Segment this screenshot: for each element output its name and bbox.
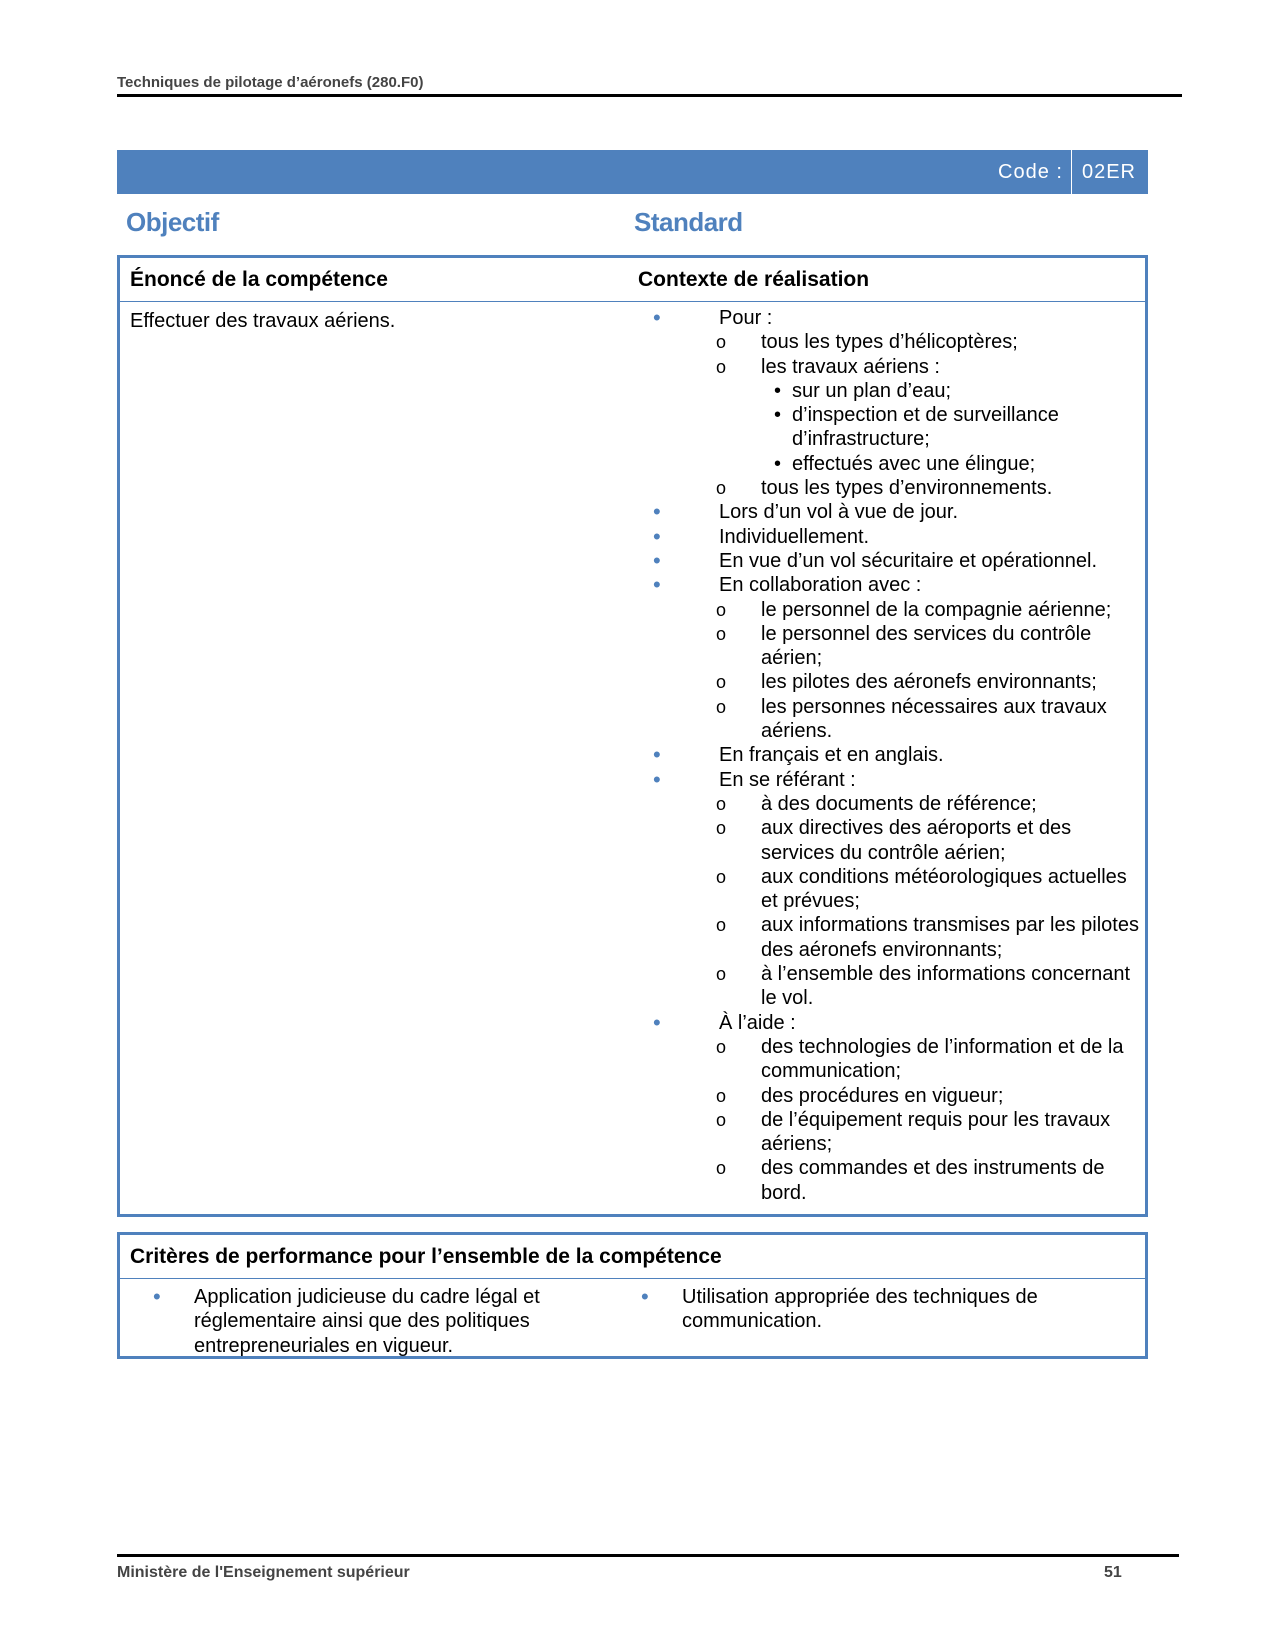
bullet-icon: •	[774, 404, 782, 427]
contexte-item-text: Individuellement.	[719, 525, 870, 548]
code-label: Code :	[998, 160, 1063, 183]
criteria-item-text: Utilisation appropriée des techniques de communication.	[682, 1286, 1038, 1333]
contexte-item	[650, 403, 1140, 452]
footer-ministry: Ministère de l'Enseignement supérieur	[117, 1564, 410, 1581]
contexte-item	[650, 452, 1140, 476]
contexte-item	[650, 743, 1140, 767]
contexte-item	[650, 768, 1140, 792]
competence-table	[117, 255, 1148, 1217]
bullet-icon: •	[774, 452, 782, 475]
contexte-item	[650, 525, 1140, 549]
criteria-table-header	[120, 1235, 1145, 1279]
standard-heading: Standard	[634, 207, 743, 237]
contexte-item-text: En vue d’un vol sécuritaire et opérationnel.	[719, 549, 1098, 572]
code-value: 02ER	[1071, 150, 1136, 194]
contexte-item-text: sur un plan d’eau;	[792, 379, 952, 402]
contexte-item-text: aux directives des aéroports et des services du contrôle aérien;	[761, 817, 1072, 864]
contexte-item-text: le personnel des services du contrôle aérien;	[761, 622, 1092, 670]
contexte-heading: Contexte de réalisation	[638, 268, 870, 291]
circle-bullet-icon: o	[716, 964, 727, 985]
circle-bullet-icon: o	[716, 696, 727, 717]
contexte-item	[650, 573, 1140, 597]
contexte-item-text: En se référant :	[719, 768, 856, 791]
criteria-heading: Critères de performance pour l’ensemble de la compétence	[130, 1245, 722, 1268]
competence-table-header	[120, 258, 1145, 302]
enonce-text: Effectuer des travaux aériens.	[130, 310, 396, 332]
circle-bullet-icon: o	[716, 1085, 727, 1106]
contexte-item-text: à l’ensemble des informations concernant le vol.	[761, 963, 1131, 1010]
contexte-item-text: des commandes et des instruments de bord.	[761, 1157, 1105, 1204]
contexte-item-text: Lors d’un vol à vue de jour.	[719, 501, 959, 524]
criteria-item	[120, 1285, 580, 1358]
header-rule	[117, 94, 1182, 97]
contexte-item-text: aux informations transmises par les pilotes des aéronefs environnants;	[761, 914, 1139, 961]
contexte-item-text: les pilotes des aéronefs environnants;	[761, 671, 1097, 694]
bullet-icon: •	[774, 379, 782, 402]
contexte-item-text: les personnes nécessaires aux travaux aériens.	[761, 695, 1107, 743]
contexte-item	[650, 355, 1140, 379]
document-header-title: Techniques de pilotage d’aéronefs (280.F0)	[117, 74, 424, 91]
contexte-item	[650, 306, 1140, 330]
bullet-icon: •	[653, 547, 661, 573]
bullet-icon: •	[653, 572, 661, 598]
criteria-list-right	[608, 1285, 1088, 1334]
circle-bullet-icon: o	[716, 478, 727, 499]
enonce-heading: Énoncé de la compétence	[130, 268, 388, 291]
circle-bullet-icon: o	[716, 623, 727, 644]
criteria-item-text: Application judicieuse du cadre légal et réglementaire ainsi que des politiques entrepreneuriales en vigueur.	[194, 1286, 540, 1357]
circle-bullet-icon: o	[716, 866, 727, 887]
contexte-item	[650, 1108, 1140, 1157]
bullet-icon: •	[641, 1284, 649, 1309]
contexte-item	[650, 695, 1140, 744]
circle-bullet-icon: o	[716, 332, 727, 353]
circle-bullet-icon: o	[716, 1158, 727, 1179]
contexte-item	[650, 330, 1140, 354]
bullet-icon: •	[653, 742, 661, 768]
bullet-icon: •	[653, 305, 661, 330]
circle-bullet-icon: o	[716, 1109, 727, 1130]
contexte-item-text: de l’équipement requis pour les travaux aériens;	[761, 1108, 1111, 1156]
circle-bullet-icon: o	[716, 672, 727, 693]
contexte-item-text: tous les types d’environnements.	[761, 477, 1053, 500]
criteria-table	[117, 1232, 1148, 1359]
contexte-item	[650, 1084, 1140, 1108]
contexte-item-text: les travaux aériens :	[761, 355, 940, 378]
contexte-item-text: Pour :	[719, 307, 773, 329]
bullet-icon: •	[653, 499, 661, 525]
bullet-icon: •	[653, 766, 661, 792]
contexte-item	[650, 816, 1140, 865]
contexte-item-text: d’inspection et de surveillance d’infrastructure;	[792, 404, 1059, 451]
contexte-item	[650, 622, 1140, 671]
circle-bullet-icon: o	[716, 818, 727, 839]
contexte-item-text: aux conditions météorologiques actuelles et prévues;	[761, 865, 1127, 913]
criteria-list-left	[120, 1285, 580, 1358]
circle-bullet-icon: o	[716, 1036, 727, 1057]
contexte-item	[650, 913, 1140, 962]
footer-rule	[117, 1554, 1179, 1557]
code-bar	[117, 150, 1148, 194]
criteria-item	[608, 1285, 1088, 1334]
contexte-item	[650, 549, 1140, 573]
contexte-item	[650, 670, 1140, 694]
bullet-icon: •	[653, 1009, 661, 1035]
contexte-item	[650, 598, 1140, 622]
contexte-item	[650, 1011, 1140, 1035]
contexte-item	[650, 1035, 1140, 1084]
contexte-item-text: tous les types d’hélicoptères;	[761, 331, 1018, 354]
circle-bullet-icon: o	[716, 915, 727, 936]
contexte-item-text: le personnel de la compagnie aérienne;	[761, 598, 1112, 621]
circle-bullet-icon: o	[716, 356, 727, 377]
contexte-item-text: des technologies de l’information et de la communication;	[761, 1035, 1124, 1083]
objectif-heading: Objectif	[126, 207, 219, 237]
contexte-item	[650, 865, 1140, 914]
contexte-item-text: En collaboration avec :	[719, 574, 922, 597]
contexte-item-text: effectués avec une élingue;	[792, 452, 1036, 475]
contexte-item-text: En français et en anglais.	[719, 744, 944, 767]
contexte-item	[650, 379, 1140, 403]
contexte-item-text: À l’aide :	[719, 1011, 796, 1034]
contexte-list	[650, 306, 1140, 1205]
contexte-item	[650, 962, 1140, 1011]
contexte-item	[650, 476, 1140, 500]
circle-bullet-icon: o	[716, 793, 727, 814]
page-number: 51	[1104, 1564, 1122, 1581]
contexte-item-text: des procédures en vigueur;	[761, 1084, 1004, 1107]
bullet-icon: •	[153, 1284, 161, 1309]
circle-bullet-icon: o	[716, 599, 727, 620]
contexte-item	[650, 792, 1140, 816]
contexte-item-text: à des documents de référence;	[761, 792, 1037, 815]
contexte-item	[650, 500, 1140, 524]
bullet-icon: •	[653, 523, 661, 549]
contexte-item	[650, 1156, 1140, 1205]
